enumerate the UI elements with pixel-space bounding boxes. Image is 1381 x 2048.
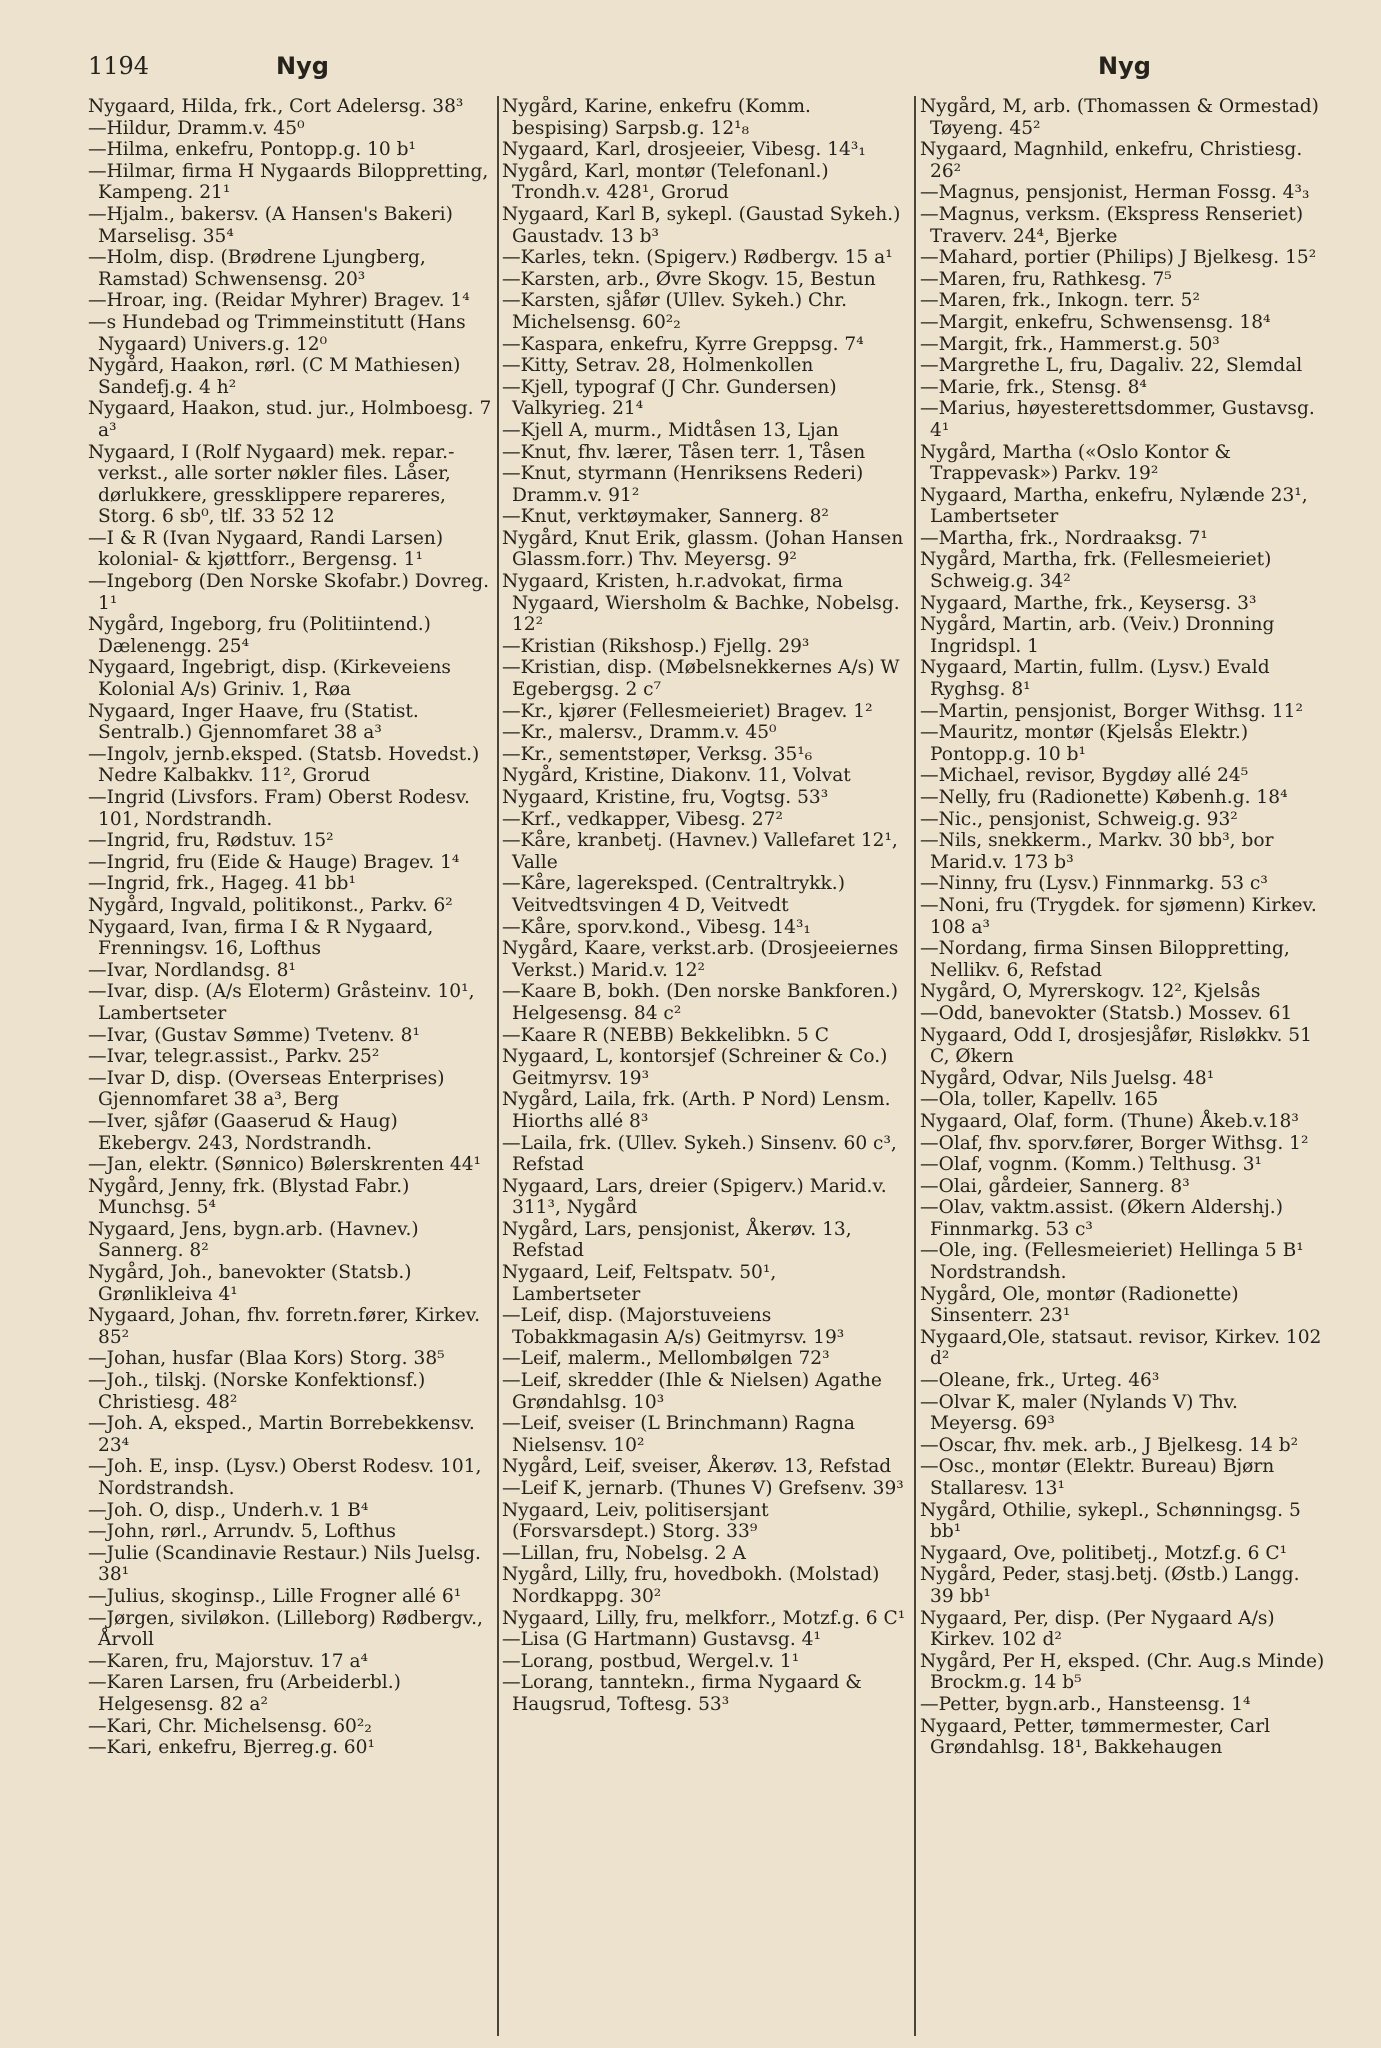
directory-entry: —Kristian, disp. (Møbelsnekkernes A/s) W Egebergsg. 2 c⁷	[502, 657, 900, 701]
directory-entry: —John, rørl., Arrundv. 5, Lofthus	[88, 1521, 396, 1543]
directory-entry: Nygaard, I (Rolf Nygaard) mek. repar.-verkst., alle sorter nøkler files. Låser, dørlukkere, gressklippere repareres, Storg. 6 sb⁰, tlf. 33 52 12	[88, 441, 455, 528]
directory-entry: —Kaspara, enkefru, Kyrre Greppsg. 7⁴	[502, 333, 864, 355]
directory-entry: Nygård, Ingvald, politikonst., Parkv. 6²	[88, 894, 453, 916]
directory-entry: —Karen, fru, Majorstuv. 17 a⁴	[88, 1650, 369, 1672]
directory-entry: —Osc., montør (Elektr. Bureau) Bjørn Stallaresv. 13¹	[920, 1456, 1275, 1499]
directory-entry: Nygaard, Magnhild, enkefru, Christiesg. 26²	[920, 139, 1303, 182]
directory-entry: —Jørgen, siviløkon. (Lilleborg) Rødbergv., Årvoll	[88, 1607, 483, 1651]
directory-entry: Nygaard, Haakon, stud. jur., Holmboesg. 7 a³	[88, 398, 492, 441]
directory-entry: —Ninny, fru (Lysv.) Finnmarkg. 53 c³	[920, 873, 1268, 895]
directory-entry: —Olav, vaktm.assist. (Økern Aldershj.) Finnmarkg. 53 c³	[920, 1197, 1283, 1240]
directory-entry: —Joh. E, insp. (Lysv.) Oberst Rodesv. 101, Nordstrandsh.	[88, 1456, 482, 1499]
directory-entry: —Olvar K, maler (Nylands V) Thv. Meyersg. 69³	[920, 1391, 1238, 1435]
directory-entry: Nygaard, Per, disp. (Per Nygaard A/s) Kirkev. 102 d²	[920, 1607, 1275, 1651]
directory-entry: Nygaard, Petter, tømmermester, Carl Grøndahlsg. 18¹, Bakkehaugen	[920, 1715, 1271, 1759]
directory-entry: —Karles, tekn. (Spigerv.) Rødbergv. 15 a¹	[502, 247, 893, 269]
directory-entry: Nygaard, Martin, fullm. (Lysv.) Evald Ryghsg. 8¹	[920, 657, 1270, 701]
directory-entry: —Lisa (G Hartmann) Gustavsg. 4¹	[502, 1629, 821, 1651]
directory-entry: —Kitty, Setrav. 28, Holmenkollen	[502, 355, 814, 377]
directory-entry: —Kr., sementstøper, Verksg. 35¹₆	[502, 743, 813, 765]
directory-entry: Nygaard, Lilly, fru, melkforr., Motzf.g. 6 C¹	[502, 1607, 906, 1629]
directory-entry: —Ivar D, disp. (Overseas Enterprises) Gjennomfaret 38 a³, Berg	[88, 1067, 445, 1111]
directory-entry: —Ivar, telegr.assist., Parkv. 25²	[88, 1046, 380, 1068]
directory-entry: Nygård, Martin, arb. (Veiv.) Dronning Ingridspl. 1	[920, 614, 1275, 657]
directory-entry: —Knut, fhv. lærer, Tåsen terr. 1, Tåsen	[502, 441, 866, 463]
directory-entry: —s Hundebad og Trimmeinstitutt (Hans Nygaard) Univers.g. 12⁰	[88, 311, 466, 355]
directory-entry: Nygård, Ingeborg, fru (Politiintend.) Dælenengg. 25⁴	[88, 614, 431, 657]
directory-entry: —Kr., malersv., Dramm.v. 45⁰	[502, 722, 777, 744]
directory-entry: —Maren, fru, Rathkesg. 7⁵	[920, 268, 1172, 290]
directory-entry: —Leif, skredder (Ihle & Nielsen) Agathe Grøndahlsg. 10³	[502, 1370, 882, 1413]
directory-entry: —Nils, snekkerm., Markv. 30 bb³, bor Marid.v. 173 b³	[920, 830, 1274, 873]
directory-entry: —Nordang, firma Sinsen Biloppretting, Nellikv. 6, Refstad	[920, 938, 1290, 981]
directory-entry: —Ivar, (Gustav Sømme) Tvetenv. 8¹	[88, 1024, 420, 1046]
directory-entry: Nygaard, Johan, fhv. forretn.fører, Kirkev. 85²	[88, 1305, 480, 1348]
directory-entry: Nygaard, Karl B, sykepl. (Gaustad Sykeh.) Gaustadv. 13 b³	[502, 203, 901, 247]
directory-entry: —Kaare R (NEBB) Bekkelibkn. 5 C	[502, 1024, 829, 1046]
directory-entry: —Kr., kjører (Fellesmeieriet) Bragev. 1²	[502, 700, 873, 722]
directory-entry: —Lorang, tanntekn., firma Nygaard & Haugsrud, Toftesg. 53³	[502, 1672, 862, 1715]
directory-entry: Nygård, Haakon, rørl. (C M Mathiesen) Sandefj.g. 4 h²	[88, 355, 461, 398]
directory-entry: —Marius, høyesterettsdommer, Gustavsg. 4¹	[920, 398, 1315, 441]
directory-entry: —Hilma, enkefru, Pontopp.g. 10 b¹	[88, 139, 417, 161]
directory-entry: Nygaard, Ingebrigt, disp. (Kirkeveiens Kolonial A/s) Griniv. 1, Røa	[88, 657, 451, 701]
directory-entry: —Noni, fru (Trygdek. for sjømenn) Kirkev. 108 a³	[920, 894, 1317, 938]
directory-entry: Nygaard, Olaf, form. (Thune) Åkeb.v.18³	[920, 1110, 1299, 1132]
directory-entry: Nygaard, L, kontorsjef (Schreiner & Co.) Geitmyrsv. 19³	[502, 1046, 888, 1089]
directory-entry: —Krf., vedkapper, Vibesg. 27²	[502, 808, 783, 830]
running-head-left: Nyg	[276, 52, 329, 80]
directory-entry: —Ivar, Nordlandsg. 8¹	[88, 959, 296, 981]
directory-entry: —Kåre, sporv.kond., Vibesg. 14³₁	[502, 916, 811, 938]
directory-entry: Nygård, Ole, montør (Radionette) Sinsenterr. 23¹	[920, 1283, 1239, 1327]
directory-entry: —Odd, banevokter (Statsb.) Mossev. 61	[920, 1002, 1293, 1024]
directory-entry: —Marie, frk., Stensg. 8⁴	[920, 376, 1147, 398]
directory-entry: —Margrethe L, fru, Dagaliv. 22, Slemdal	[920, 355, 1303, 377]
directory-entry: —Petter, bygn.arb., Hansteensg. 1⁴	[920, 1693, 1251, 1715]
directory-entry: —Johan, husfar (Blaa Kors) Storg. 38⁵	[88, 1348, 445, 1370]
directory-entry: —Joh., tilskj. (Norske Konfektionsf.) Christiesg. 48²	[88, 1370, 426, 1413]
directory-entry: Nygaard, Kristen, h.r.advokat, firma Nygaard, Wiersholm & Bachke, Nobelsg. 12²	[502, 571, 900, 636]
running-head-right: Nyg	[1098, 52, 1151, 80]
directory-columns	[88, 96, 1336, 2036]
directory-entry: Nygaard, Leif, Feltspatv. 50¹, Lambertseter	[502, 1262, 777, 1305]
directory-entry: —Kari, Chr. Michelsensg. 60²₂	[88, 1715, 372, 1737]
directory-entry: —Ingrid (Livsfors. Fram) Oberst Rodesv. 101, Nordstrandh.	[88, 787, 470, 830]
directory-entry: —I & R (Ivan Nygaard, Randi Larsen) kolonial- & kjøttforr., Bergensg. 1¹	[88, 527, 444, 571]
directory-entry: Nygaard, Leiv, politisersjant (Forsvarsdept.) Storg. 33⁹	[502, 1499, 769, 1543]
directory-entry: —Olai, gårdeier, Sannerg. 8³	[920, 1175, 1190, 1197]
directory-entry: —Laila, frk. (Ullev. Sykeh.) Sinsenv. 60 c³, Refstad	[502, 1132, 897, 1176]
directory-entry: —Julius, skoginsp., Lille Frogner allé 6¹	[88, 1585, 462, 1607]
directory-entry: —Knut, verktøymaker, Sannerg. 8²	[502, 506, 829, 528]
directory-entry: Nygaard, Kristine, fru, Vogtsg. 53³	[502, 787, 829, 808]
directory-column-3	[920, 96, 1328, 2036]
directory-entry: —Ingeborg (Den Norske Skofabr.) Dovreg. 1¹	[88, 571, 490, 614]
directory-entry: Nygård, Othilie, sykepl., Schønningsg. 5 bb¹	[920, 1499, 1301, 1543]
directory-entry: —Magnus, verksm. (Ekspress Renseriet) Traverv. 24⁴, Bjerke	[920, 203, 1304, 247]
directory-entry: Nygaard, Ivan, firma I & R Nygaard, Frenningsv. 16, Lofthus	[88, 916, 434, 960]
directory-entry: Nygaard, Marthe, frk., Keysersg. 3³	[920, 592, 1257, 614]
directory-entry: —Oscar, fhv. mek. arb., J Bjelkesg. 14 b²	[920, 1434, 1299, 1456]
directory-entry: Nygård, Lars, pensjonist, Åkerøv. 13, Refstad	[502, 1218, 852, 1262]
directory-entry: —Margit, enkefru, Schwensensg. 18⁴	[920, 311, 1271, 333]
directory-entry: —Joh. A, eksped., Martin Borrebekkensv. 23⁴	[88, 1413, 475, 1456]
directory-entry: —Ingrid, frk., Hageg. 41 bb¹	[88, 873, 356, 895]
directory-entry: —Maren, frk., Inkogn. terr. 5²	[920, 290, 1200, 312]
page-number: 1194	[88, 52, 150, 80]
directory-entry: Nygaard, Odd I, drosjesjåfør, Risløkkv. 51 C, Økern	[920, 1024, 1312, 1068]
directory-entry: Nygård, O, Myrerskogv. 12², Kjelsås	[920, 981, 1261, 1003]
directory-entry: Nygaard, Jens, bygn.arb. (Havnev.) Sannerg. 8²	[88, 1218, 419, 1262]
directory-entry: Nygaard, Inger Haave, fru (Statist. Sentralb.) Gjennomfaret 38 a³	[88, 700, 419, 744]
directory-entry: Nygård, Kaare, verkst.arb. (Drosjeeiernes Verkst.) Marid.v. 12²	[502, 938, 899, 981]
directory-entry: —Magnus, pensjonist, Herman Fossg. 4³₃	[920, 182, 1310, 204]
directory-entry: Nygård, Kristine, Diakonv. 11, Volvat	[502, 765, 851, 787]
directory-entry: —Kari, enkefru, Bjerreg.g. 60¹	[88, 1737, 375, 1759]
directory-entry: —Hroar, ing. (Reidar Myhrer) Bragev. 1⁴	[88, 290, 470, 312]
directory-entry: —Lorang, postbud, Wergel.v. 1¹	[502, 1650, 800, 1672]
directory-entry: Nygaard, Hilda, frk., Cort Adelersg. 38³	[88, 96, 464, 117]
directory-entry: —Olaf, vognm. (Komm.) Telthusg. 3¹	[920, 1154, 1262, 1176]
directory-entry: Nygaard, Ove, politibetj., Motzf.g. 6 C¹	[920, 1542, 1288, 1564]
directory-entry: —Olaf, fhv. sporv.fører, Borger Withsg. 1²	[920, 1132, 1309, 1154]
directory-entry: Nygård, M, arb. (Thomassen & Ormestad) Tøyeng. 45²	[920, 96, 1319, 139]
directory-entry: —Ingrid, fru (Eide & Hauge) Bragev. 1⁴	[88, 851, 460, 873]
directory-entry: Nygaard, Lars, dreier (Spigerv.) Marid.v. 311³, Nygård	[502, 1175, 887, 1219]
directory-entry: —Jan, elektr. (Sønnico) Bølerskrenten 44¹	[88, 1154, 481, 1176]
directory-entry: —Michael, revisor, Bygdøy allé 24⁵	[920, 765, 1249, 787]
directory-entry: —Leif, malerm., Mellombølgen 72³	[502, 1348, 830, 1370]
directory-entry: —Oleane, frk., Urteg. 46³	[920, 1370, 1160, 1392]
directory-entry: Nygård, Per H, eksped. (Chr. Aug.s Minde) Brockm.g. 14 b⁵	[920, 1650, 1325, 1694]
directory-column-1	[88, 96, 496, 2036]
directory-entry: Nygård, Knut Erik, glassm. (Johan Hansen Glassm.forr.) Thv. Meyersg. 9²	[502, 527, 904, 571]
directory-entry: Nygård, Laila, frk. (Arth. P Nord) Lensm. Hiorths allé 8³	[502, 1089, 891, 1132]
directory-entry: Nygård, Odvar, Nils Juelsg. 48¹	[920, 1067, 1215, 1089]
directory-entry: —Holm, disp. (Brødrene Ljungberg, Ramstad) Schwensensg. 20³	[88, 247, 426, 290]
directory-entry: Nygård, Leif, sveiser, Åkerøv. 13, Refstad	[502, 1456, 892, 1478]
directory-entry: —Kristian (Rikshosp.) Fjellg. 29³	[502, 635, 810, 657]
directory-entry: —Kåre, kranbetj. (Havnev.) Vallefaret 12¹, Valle	[502, 830, 898, 873]
directory-entry: —Margit, frk., Hammerst.g. 50³	[920, 333, 1220, 355]
directory-column-2	[502, 96, 910, 2036]
directory-entry: —Ola, toller, Kapellv. 165	[920, 1089, 1159, 1111]
directory-entry: —Nic., pensjonist, Schweig.g. 93²	[920, 808, 1238, 830]
directory-entry: —Kåre, lagereksped. (Centraltrykk.) Veitvedtsvingen 4 D, Veitvedt	[502, 873, 845, 916]
directory-entry: —Leif K, jernarb. (Thunes V) Grefsenv. 39³	[502, 1478, 904, 1499]
directory-entry: —Mahard, portier (Philips) J Bjelkesg. 15²	[920, 247, 1317, 269]
directory-entry: —Nelly, fru (Radionette) Københ.g. 18⁴	[920, 787, 1288, 808]
directory-entry: —Hjalm., bakersv. (A Hansen's Bakeri) Marselisg. 35⁴	[88, 203, 453, 247]
directory-entry: —Leif, disp. (Majorstuveiens Tobakkmagasin A/s) Geitmyrsv. 19³	[502, 1305, 845, 1348]
directory-entry: —Ingrid, fru, Rødstuv. 15²	[88, 830, 334, 852]
directory-entry: —Kjell, typograf (J Chr. Gundersen) Valkyrieg. 21⁴	[502, 376, 837, 420]
directory-entry: —Iver, sjåfør (Gaaserud & Haug) Ekebergv. 243, Nordstrandh.	[88, 1110, 398, 1154]
directory-entry: —Hilmar, firma H Nygaards Biloppretting, Kampeng. 21¹	[88, 160, 489, 204]
directory-entry: Nygård, Karine, enkefru (Komm. bespising) Sarpsb.g. 12¹₈	[502, 96, 811, 139]
directory-entry: Nygård, Martha, frk. (Fellesmeieriet) Schweig.g. 34²	[920, 549, 1272, 593]
directory-entry: —Lillan, fru, Nobelsg. 2 A	[502, 1542, 746, 1564]
directory-entry: —Martin, pensjonist, Borger Withsg. 11²	[920, 700, 1303, 722]
directory-entry: Nygård, Lilly, fru, hovedbokh. (Molstad) Nordkappg. 30²	[502, 1564, 880, 1607]
directory-entry: Nygård, Peder, stasj.betj. (Østb.) Langg. 39 bb¹	[920, 1564, 1300, 1607]
directory-entry: —Joh. O, disp., Underh.v. 1 B⁴	[88, 1499, 369, 1521]
directory-entry: —Ivar, disp. (A/s Eloterm) Gråsteinv. 10¹, Lambertseter	[88, 981, 475, 1024]
directory-entry: Nygård, Jenny, frk. (Blystad Fabr.) Munchsg. 5⁴	[88, 1175, 410, 1219]
directory-entry: Nygaard,Ole, statsaut. revisor, Kirkev. 102 d²	[920, 1326, 1322, 1370]
directory-entry: Nygård, Joh., banevokter (Statsb.) Grønlikleiva 4¹	[88, 1262, 412, 1305]
directory-entry: —Ingolv, jernb.eksped. (Statsb. Hovedst.) Nedre Kalbakkv. 11², Grorud	[88, 743, 480, 787]
directory-entry: Nygård, Martha («Oslo Kontor & Trappevask») Parkv. 19²	[920, 441, 1231, 485]
directory-entry: —Mauritz, montør (Kjelsås Elektr.) Pontopp.g. 10 b¹	[920, 722, 1249, 765]
directory-entry: —Kaare B, bokh. (Den norske Bankforen.) Helgesensg. 84 c²	[502, 981, 899, 1024]
directory-entry: —Julie (Scandinavie Restaur.) Nils Juelsg. 38¹	[88, 1542, 481, 1586]
directory-entry: Nygaard, Martha, enkefru, Nylænde 23¹, Lambertseter	[920, 484, 1308, 528]
page-header	[88, 48, 1328, 88]
directory-entry: —Karen Larsen, fru (Arbeiderbl.) Helgesensg. 82 a²	[88, 1672, 401, 1715]
directory-entry: Nygaard, Karl, drosjeeier, Vibesg. 14³₁	[502, 139, 866, 161]
directory-entry: —Leif, sveiser (L Brinchmann) Ragna Nielsensv. 10²	[502, 1413, 855, 1456]
directory-entry: —Kjell A, murm., Midtåsen 13, Ljan	[502, 419, 839, 441]
directory-entry: —Hildur, Dramm.v. 45⁰	[88, 117, 305, 139]
directory-entry: —Ole, ing. (Fellesmeieriet) Hellinga 5 B¹ Nordstrandsh.	[920, 1240, 1304, 1284]
directory-entry: Nygård, Karl, montør (Telefonanl.) Trondh.v. 428¹, Grorud	[502, 160, 829, 204]
directory-entry: —Karsten, arb., Øvre Skogv. 15, Bestun	[502, 268, 876, 290]
directory-entry: —Karsten, sjåfør (Ullev. Sykeh.) Chr. Michelsensg. 60²₂	[502, 290, 847, 333]
column-divider	[497, 96, 499, 2036]
directory-entry: —Knut, styrmann (Henriksens Rederi) Dramm.v. 91²	[502, 463, 864, 506]
directory-entry: —Martha, frk., Nordraaksg. 7¹	[920, 527, 1208, 549]
column-divider	[914, 96, 916, 2036]
